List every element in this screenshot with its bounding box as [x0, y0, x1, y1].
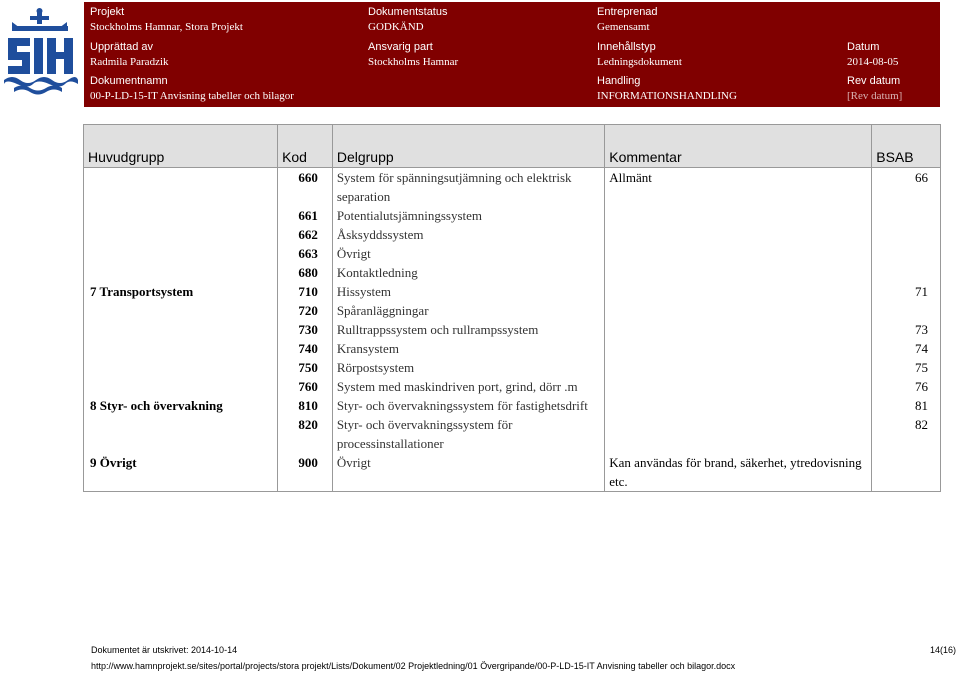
kod-cell: 820 [278, 415, 333, 453]
header-content-type: Innehållstyp Ledningsdokument [597, 41, 682, 68]
delgrupp-cell: System med maskindriven port, grind, dörr .m [332, 377, 604, 396]
kod-cell: 810 [278, 396, 333, 415]
table-row [84, 453, 941, 492]
group-cell [84, 358, 278, 377]
group-cell [84, 339, 278, 358]
table-row [84, 282, 941, 301]
table-row [84, 301, 941, 320]
header-author: Upprättad av Radmila Paradzik [90, 41, 169, 68]
kommentar-cell [605, 339, 872, 358]
group-cell [84, 415, 278, 453]
kod-cell: 720 [278, 301, 333, 320]
kod-cell: 680 [278, 263, 333, 282]
header-rev-date: Rev datum [Rev datum] [847, 75, 903, 102]
bsab-cell: 75 [872, 358, 941, 377]
kod-cell: 730 [278, 320, 333, 339]
delgrupp-cell: Övrigt [332, 453, 604, 492]
delgrupp-cell: Åsksyddssystem [332, 225, 604, 244]
kod-cell: 663 [278, 244, 333, 263]
kommentar-cell [605, 301, 872, 320]
delgrupp-cell: Övrigt [332, 244, 604, 263]
header-document-name: Dokumentnamn 00-P-LD-15-IT Anvisning tabeller och bilagor [90, 75, 294, 102]
delgrupp-cell: System för spänningsutjämning och elektrisk separation [332, 168, 604, 207]
table-row [84, 320, 941, 339]
header-contract: Entreprenad Gemensamt [597, 6, 658, 33]
bsab-cell: 74 [872, 339, 941, 358]
header-responsible: Ansvarig part Stockholms Hamnar [368, 41, 459, 68]
kommentar-cell [605, 396, 872, 415]
group-cell [84, 263, 278, 282]
kommentar-cell: Kan användas för brand, säkerhet, ytredovisning etc. [605, 453, 872, 492]
delgrupp-cell: Rörpostsystem [332, 358, 604, 377]
classification-table [83, 124, 941, 492]
kod-cell: 710 [278, 282, 333, 301]
kod-cell: 660 [278, 168, 333, 207]
table-row [84, 168, 941, 207]
table-row [84, 377, 941, 396]
table-row [84, 244, 941, 263]
bsab-cell: 71 [872, 282, 941, 301]
header-project: Projekt Stockholms Hamnar, Stora Projekt [90, 6, 243, 33]
bsab-cell [872, 206, 941, 225]
bsab-cell [872, 301, 941, 320]
kommentar-cell [605, 282, 872, 301]
kommentar-cell [605, 320, 872, 339]
header-date: Datum 2014-08-05 [847, 41, 899, 68]
kommentar-cell [605, 377, 872, 396]
group-cell: 9 Övrigt [84, 453, 278, 492]
kommentar-cell [605, 358, 872, 377]
group-cell: 8 Styr- och övervakning [84, 396, 278, 415]
bsab-cell: 66 [872, 168, 941, 207]
print-date: Dokumentet är utskrivet: 2014-10-14 [91, 645, 238, 655]
bsab-cell [872, 225, 941, 244]
kod-cell: 662 [278, 225, 333, 244]
kod-cell: 740 [278, 339, 333, 358]
header-document-status: Dokumentstatus GODKÄND [368, 6, 448, 33]
kommentar-cell [605, 415, 872, 453]
kommentar-cell [605, 206, 872, 225]
delgrupp-cell: Styr- och övervakningssystem för processinstallationer [332, 415, 604, 453]
bsab-cell [872, 263, 941, 282]
col-huvudgrupp: Huvudgrupp [84, 125, 278, 168]
table-row [84, 339, 941, 358]
table-header-row [84, 125, 941, 168]
delgrupp-cell: Kransystem [332, 339, 604, 358]
col-bsab: BSAB [872, 125, 941, 168]
header-handling: Handling INFORMATIONSHANDLING [597, 75, 737, 102]
delgrupp-cell: Potentialutsjämningssystem [332, 206, 604, 225]
kommentar-cell [605, 244, 872, 263]
group-cell [84, 320, 278, 339]
table-row [84, 358, 941, 377]
table-row [84, 206, 941, 225]
bsab-cell: 82 [872, 415, 941, 453]
group-cell [84, 301, 278, 320]
company-logo [0, 8, 80, 96]
kod-cell: 900 [278, 453, 333, 492]
group-cell [84, 244, 278, 263]
delgrupp-cell: Hissystem [332, 282, 604, 301]
table-row [84, 396, 941, 415]
bsab-cell [872, 244, 941, 263]
kommentar-cell [605, 263, 872, 282]
document-header [84, 2, 940, 107]
table-row [84, 225, 941, 244]
kod-cell: 661 [278, 206, 333, 225]
delgrupp-cell: Styr- och övervakningssystem för fastighetsdrift [332, 396, 604, 415]
table-row [84, 415, 941, 453]
kod-cell: 760 [278, 377, 333, 396]
bsab-cell: 73 [872, 320, 941, 339]
group-cell [84, 206, 278, 225]
table-row [84, 263, 941, 282]
page-number: 14(16) [929, 645, 956, 655]
delgrupp-cell: Kontaktledning [332, 263, 604, 282]
delgrupp-cell: Spåranläggningar [332, 301, 604, 320]
bsab-cell: 76 [872, 377, 941, 396]
group-cell [84, 225, 278, 244]
bsab-cell: 81 [872, 396, 941, 415]
document-url: http://www.hamnprojekt.se/sites/portal/projects/stora projekt/Lists/Dokument/02 Projektledning/01 Övergripande/00-P-LD-15-IT Anvisning tabeller och bilagor.docx [91, 661, 736, 671]
group-cell: 7 Transportsystem [84, 282, 278, 301]
kommentar-cell: Allmänt [605, 168, 872, 207]
bsab-cell [872, 453, 941, 492]
kommentar-cell [605, 225, 872, 244]
group-cell [84, 168, 278, 207]
delgrupp-cell: Rulltrappssystem och rullrampssystem [332, 320, 604, 339]
col-delgrupp: Delgrupp [332, 125, 604, 168]
kod-cell: 750 [278, 358, 333, 377]
col-kod: Kod [278, 125, 333, 168]
group-cell [84, 377, 278, 396]
col-kommentar: Kommentar [605, 125, 872, 168]
